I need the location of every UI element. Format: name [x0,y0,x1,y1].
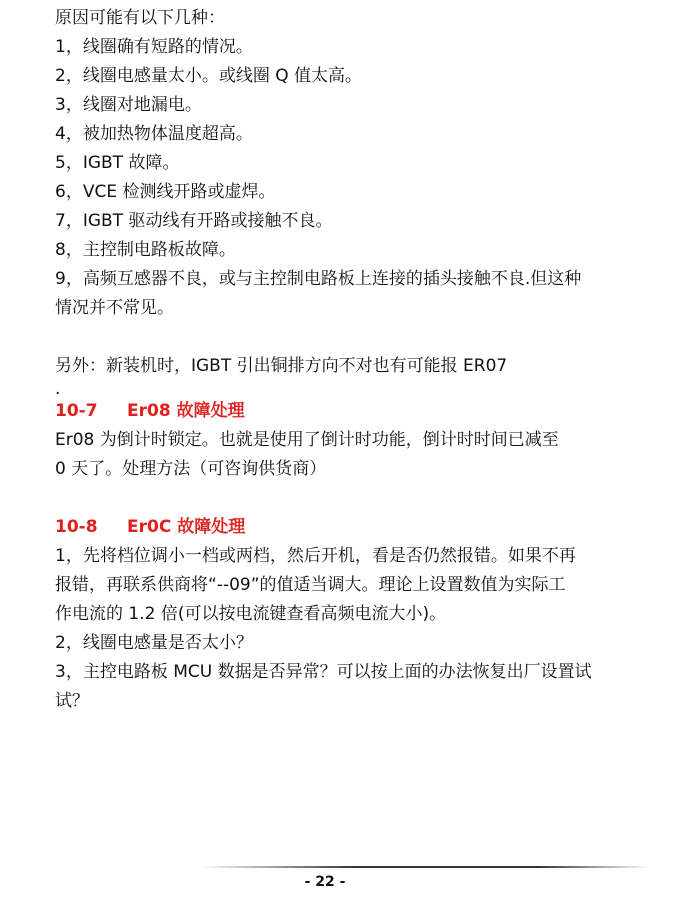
section-body-line: 1，先将档位调小一档或两档，然后开机，看是否仍然报错。如果不再 [55,546,576,566]
section-body-line: 0 天了。处理方法（可咨询供货商） [55,459,327,479]
section-number: 10-7 [55,401,98,421]
footer-divider [200,866,650,868]
cause-item: 8，主控制电路板故障。 [55,240,236,260]
document-page [55,4,645,716]
section-body-line: Er08 为倒计时锁定。也就是使用了倒计时功能，倒计时时间已减至 [55,430,559,450]
cause-item: 2，线圈电感量太小。或线圈 Q 值太高。 [55,66,363,86]
cause-item: 3，线圈对地漏电。 [55,95,202,115]
cause-item-continuation: 情况并不常见。 [55,298,174,318]
section-body-line: 试？ [55,691,89,711]
note-text: 另外：新装机时，IGBT 引出铜排方向不对也有可能报 ER07 [55,356,508,376]
cause-item: 5，IGBT 故障。 [55,153,180,173]
cause-item: 9，高频互感器不良，或与主控制电路板上连接的插头接触不良.但这种 [55,269,582,289]
section-title: Er08 故障处理 [127,401,245,421]
section-heading-er0c [55,513,645,542]
cause-item: 1，线圈确有短路的情况。 [55,37,253,57]
stray-dot: . [55,379,61,399]
section-title: Er0C 故障处理 [127,517,246,537]
cause-item: 7，IGBT 驱动线有开路或接触不良。 [55,211,333,231]
page-number: - 22 - [304,874,346,890]
cause-item: 6，VCE 检测线开路或虚焊。 [55,182,276,202]
section-body-line: 报错，再联系供商将“--09”的值适当调大。理论上设置数值为实际工 [55,575,566,595]
intro-text: 原因可能有以下几种： [55,8,225,28]
spacer [55,484,645,513]
section-heading-er08 [55,397,645,426]
section-number: 10-8 [55,517,98,537]
spacer [55,323,645,352]
cause-item: 4，被加热物体温度超高。 [55,124,253,144]
section-body-line: 3，主控电路板 MCU 数据是否异常？可以按上面的办法恢复出厂设置试 [55,662,592,682]
section-body-line: 2，线圈电感量是否太小？ [55,633,253,653]
section-body-line: 作电流的 1.2 倍(可以按电流键查看高频电流大小)。 [55,604,447,624]
